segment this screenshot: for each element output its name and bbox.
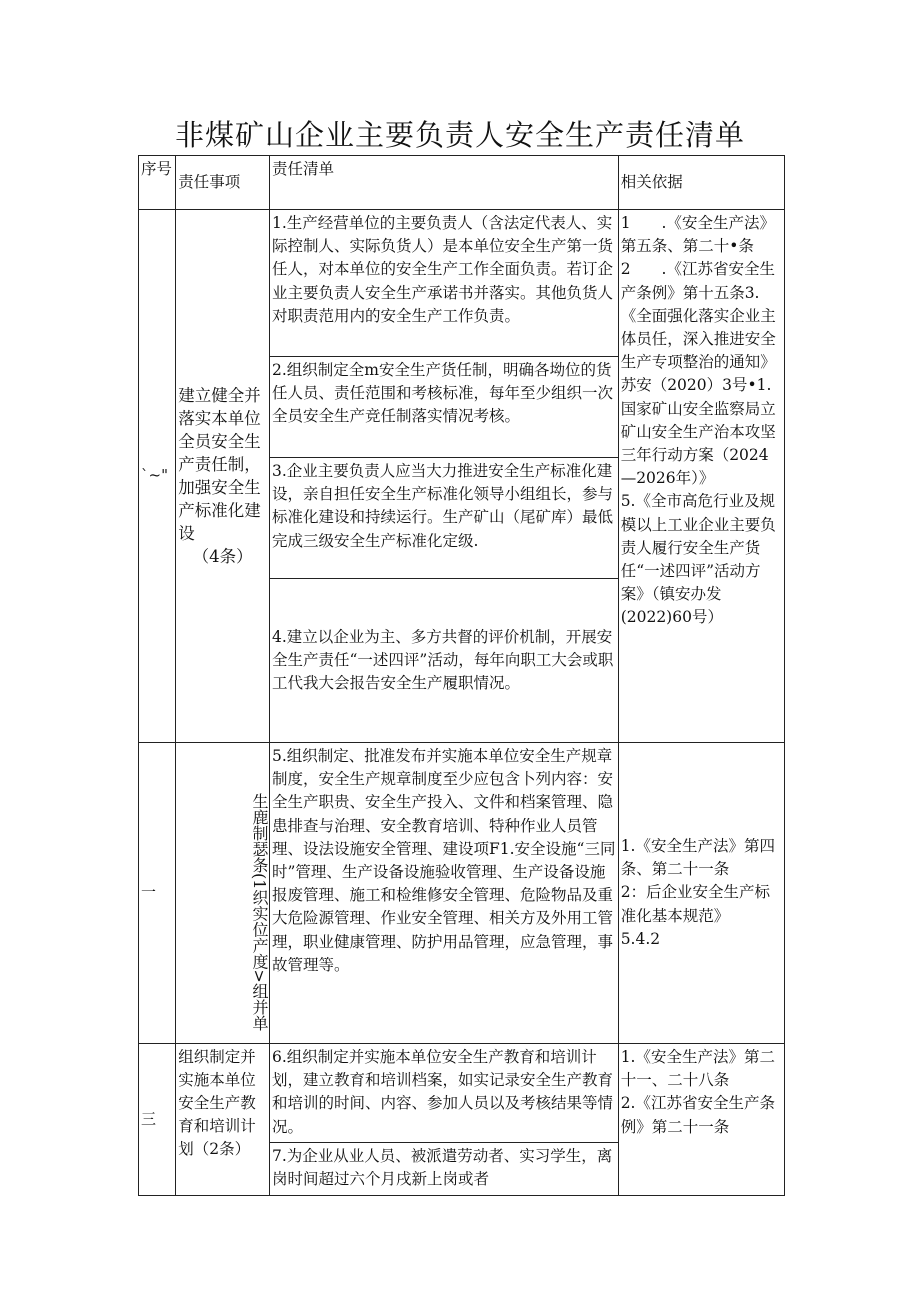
responsibility-entry: 2.组织制定全m安全生产货任制，明确各坳位的货任人员、责任范围和考核标准，每年至少组织一次全员安全生产竞任制落实情况考核。 [270, 357, 619, 458]
section-item [176, 743, 270, 1044]
responsibility-table [138, 155, 785, 1196]
section-seq: `~" [139, 210, 176, 743]
header-item: 责任事项 [176, 156, 270, 210]
section-item-vertical-text: 生鹿制瑟条(1织实位产度>组并单 [250, 793, 269, 1031]
header-list: 责任清单 [270, 156, 619, 210]
responsibility-entry: 3.企业主要负责人应当大力推进安全生产标准化建设，亲自担任安全生产标准化领导小组组长，参与标准化建设和持续运行。生产矿山（尾矿库）最低完成三级安全生产标准化定级. [270, 458, 619, 579]
table-header-row [139, 156, 785, 210]
section-seq: 一 [139, 743, 176, 1044]
responsibility-entry: 1.生产经营单位的主要负责人（含法定代表人、实际控制人、实际负货人）是本单位安全生产第一货任人，对本单位的安全生产工作全面负责。若订企业主要负责人安全生产承诺书并落实。其他负货人对职责范用内的安全生产工作负责。 [270, 210, 619, 357]
header-basis: 相关依据 [618, 156, 784, 210]
page-title: 非煤矿山企业主要负责人安全生产责任清单 [174, 118, 745, 152]
responsibility-entry: 4.建立以企业为主、多方共督的评价机制，开展安全生产责任“一述四评”活动，每年向职工大会或职工代我大会报告安全生产履职情况。 [270, 579, 619, 743]
header-seq: 序号 [139, 156, 176, 210]
basis-cell: 1.《安全生产法》第二十一、二十八条 2.《江苏省安全生产条例》第二十一条 [618, 1044, 784, 1196]
responsibility-entry: 6.组织制定并实施本单位安全生产教育和培训计划，建立教育和培训档案，如实记录安全生产教育和培训的时间、内容、参加人员以及考核结果等情况。 [270, 1044, 619, 1143]
section-seq: 三 [139, 1044, 176, 1196]
responsibility-entry: 5.组织制定、批准发布并实施本单位安全生产规章制度，安全生产规章制度至少应包含卜列内容：安全生产职贵、安全生产投入、文件和档案管理、隐患排查与治理、安全教育培训、特种作业人员管理、设法设施安全管理、建设项F1.安全设施“三同时”管理、生产设备设施验收管理、生产设备设施报废管理、施工和检维修安全管理、危险物品及重大危险源管理、作业安全管理、相关方及外用工管理，职业健康管理、防护用品管理，应急管理，事故管理等。 [270, 743, 619, 1044]
section-item: 组织制定并实施本单位安全生产教育和培训计划（2条） [176, 1044, 270, 1196]
table-row [139, 1044, 785, 1143]
table-row [139, 210, 785, 357]
basis-cell: 1 .《安全生产法》第五条、第二十•条 2 .《江苏省安全生产条例》第十五条3.《全面强化落实企业主体员任，深入推进安全生产专项整治的通知》苏安（2020）3号•1.国家矿山安全监察局立矿山安全生产治本攻坚三年行动方案（2024—2026年）》 5.《全市高危行业及规模以上工业企业主要负责人履行安全生产货任“一述四评”活动方案》（镇安办发(2022)60号） [618, 210, 784, 743]
section-item-text: 建立健全并落实本单位全员安全生产责任制，加强安全生产标准化建设 [178, 386, 261, 543]
responsibility-entry: 7.为企业从业人员、被派遣劳动者、实习学生，离岗时间超过六个月戌新上岗或者 [270, 1143, 619, 1196]
section-item-count: （4条） [192, 547, 253, 566]
table-row [139, 743, 785, 1044]
section-item [176, 210, 270, 743]
basis-cell: 1.《安全生产法》第四条、第二十一条 2：后企业安全生产标准化基本规范》 5.4.2 [618, 743, 784, 1044]
